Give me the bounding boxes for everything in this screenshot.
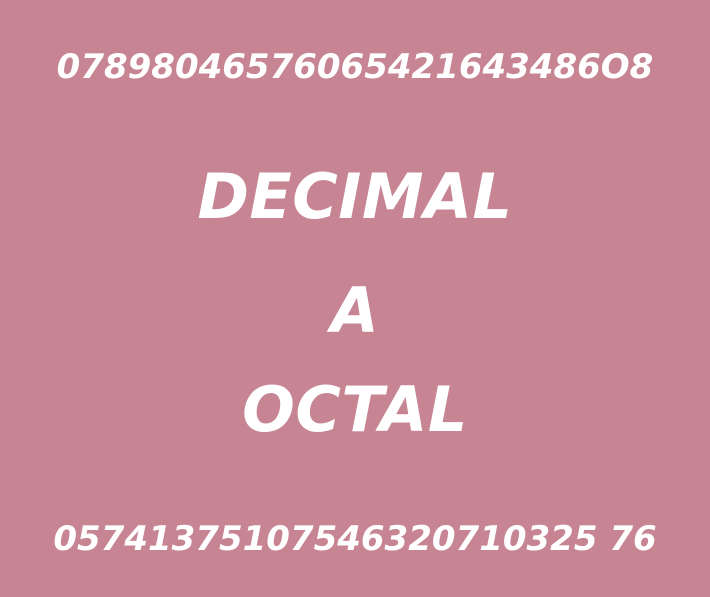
title-line-octal: OCTAL [242,373,468,446]
decimal-number: 07898046576065421643486O8 [56,47,654,87]
title-line-a: A [330,274,380,347]
octal-number: 05741375107546320710325 76 [53,519,657,559]
title-line-decimal: DECIMAL [197,160,513,233]
